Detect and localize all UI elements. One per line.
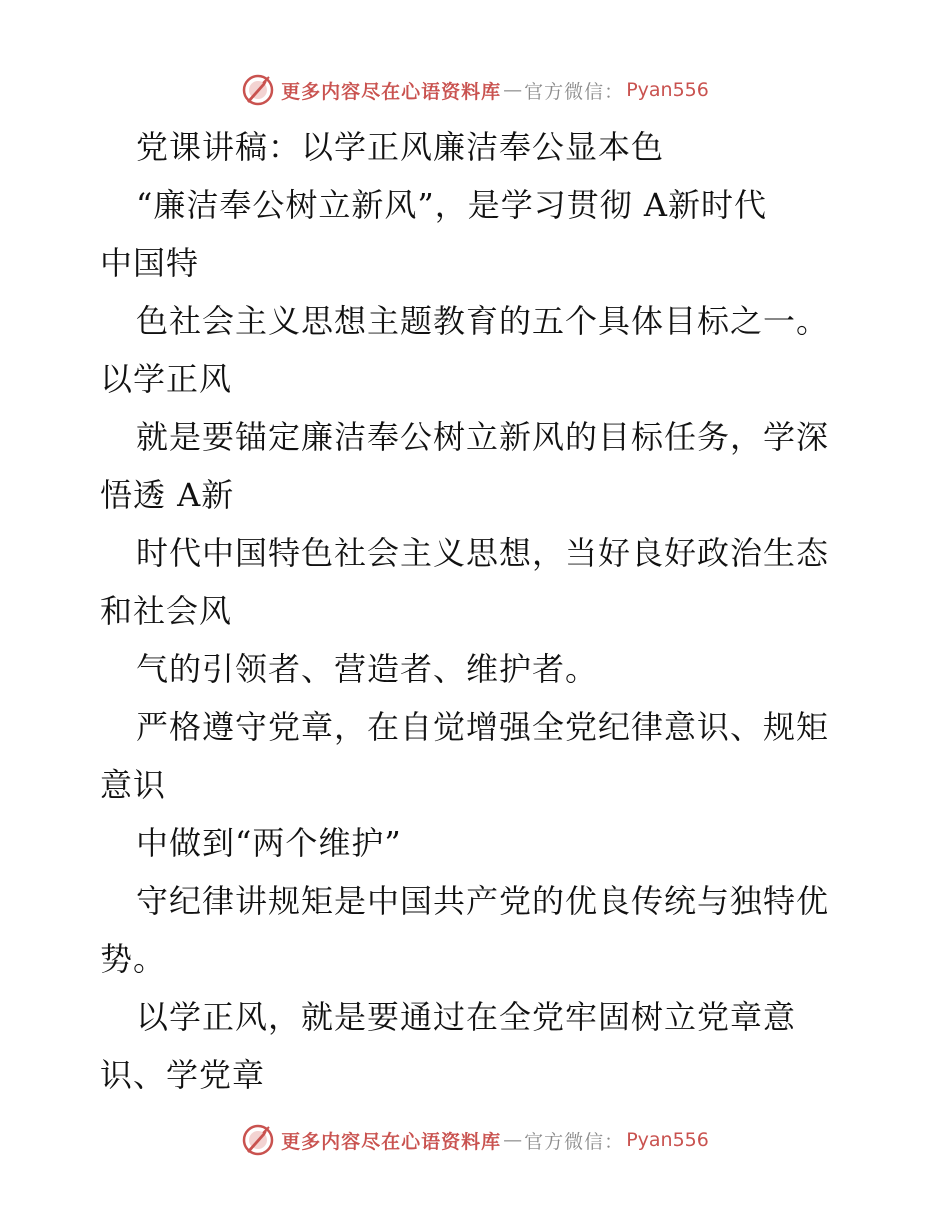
footer-watermark-banner	[0, 1120, 950, 1160]
document-title: 党课讲稿：以学正风廉洁奉公显本色	[136, 128, 665, 166]
body-line: 色社会主义思想主题教育的五个具体目标之一。	[136, 302, 830, 340]
body-line: 严格遵守党章，在自觉增强全党纪律意识、规矩	[136, 708, 830, 746]
banner-wechat-label: 官方微信：	[524, 1130, 625, 1153]
banner-wechat-id: Pyan556	[626, 79, 709, 101]
body-line: 识、学党章	[100, 1056, 266, 1094]
banner-wechat-label: 官方微信：	[524, 80, 625, 103]
body-line: 气的引领者、营造者、维护者。	[136, 650, 599, 688]
document-body	[100, 118, 860, 1104]
body-line: 中做到“两个维护”	[136, 824, 402, 862]
body-line: 就是要锚定廉洁奉公树立新风的目标任务，学深	[136, 418, 830, 456]
body-line: 中国特	[100, 244, 200, 282]
body-line: 势。	[100, 940, 167, 978]
quill-pen-logo-icon	[241, 73, 275, 107]
banner-brand-text: 更多内容尽在心语资料库	[281, 1130, 502, 1153]
banner-brand-text: 更多内容尽在心语资料库	[281, 80, 502, 103]
body-line: 意识	[100, 766, 167, 804]
banner-wechat-id: Pyan556	[626, 1129, 709, 1151]
banner-separator: —	[503, 79, 523, 101]
body-line: 以学正风，就是要通过在全党牢固树立党章意	[136, 998, 797, 1036]
header-watermark-banner	[0, 70, 950, 110]
body-line: “廉洁奉公树立新风”，是学习贯彻 A新时代	[136, 186, 768, 224]
body-line: 以学正风	[100, 360, 233, 398]
body-line: 时代中国特色社会主义思想，当好良好政治生态	[136, 534, 830, 572]
body-line: 和社会风	[100, 592, 233, 630]
body-line: 守纪律讲规矩是中国共产党的优良传统与独特优	[136, 882, 830, 920]
body-line: 悟透 A新	[100, 476, 235, 514]
quill-pen-logo-icon	[241, 1123, 275, 1157]
banner-separator: —	[503, 1129, 523, 1151]
